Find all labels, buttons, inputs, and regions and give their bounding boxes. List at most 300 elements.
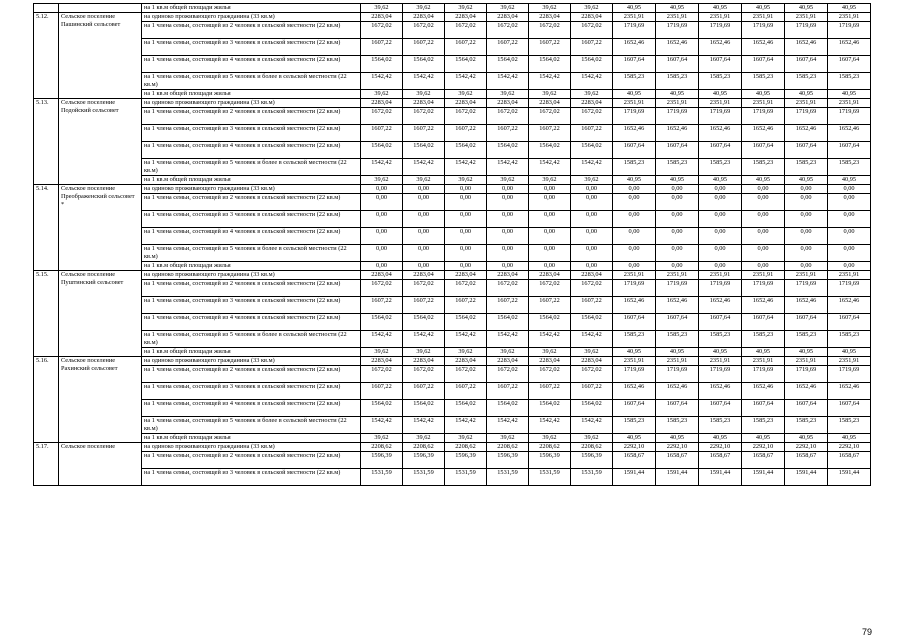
value-cell: 39,62 xyxy=(571,348,613,357)
value-cell: 1607,64 xyxy=(828,56,871,73)
value-cell: 0,00 xyxy=(529,185,571,194)
value-cell: 0,00 xyxy=(699,211,742,228)
settlement-name: Сельское поселение Подойский сельсовет xyxy=(59,99,142,185)
value-cell: 0,00 xyxy=(571,245,613,262)
value-cell: 1607,22 xyxy=(445,297,487,314)
value-cell: 1607,22 xyxy=(445,39,487,56)
norm-description: на одиноко проживающего гражданина (33 кв.м) xyxy=(142,271,361,280)
value-cell: 1607,64 xyxy=(656,400,699,417)
value-cell: 1564,02 xyxy=(529,400,571,417)
value-cell: 0,00 xyxy=(529,194,571,211)
value-cell: 2283,04 xyxy=(403,99,445,108)
value-cell: 1719,69 xyxy=(828,108,871,125)
value-cell: 2351,91 xyxy=(656,13,699,22)
value-cell: 1652,46 xyxy=(742,297,785,314)
value-cell: 1607,22 xyxy=(403,297,445,314)
value-cell: 1564,02 xyxy=(529,56,571,73)
value-cell: 2351,91 xyxy=(613,13,656,22)
value-cell: 0,00 xyxy=(785,194,828,211)
value-cell: 1652,46 xyxy=(785,297,828,314)
value-cell: 1672,02 xyxy=(487,280,529,297)
value-cell: 39,62 xyxy=(445,176,487,185)
value-cell: 0,00 xyxy=(742,228,785,245)
value-cell: 0,00 xyxy=(403,211,445,228)
value-cell: 2351,91 xyxy=(656,99,699,108)
value-cell: 2283,04 xyxy=(445,99,487,108)
value-cell: 0,00 xyxy=(487,211,529,228)
value-cell: 40,95 xyxy=(828,4,871,13)
value-cell: 1719,69 xyxy=(785,280,828,297)
value-cell: 1672,02 xyxy=(403,108,445,125)
table-row xyxy=(34,366,871,383)
value-cell: 0,00 xyxy=(656,228,699,245)
value-cell: 0,00 xyxy=(742,194,785,211)
value-cell: 2283,04 xyxy=(571,13,613,22)
value-cell: 1607,22 xyxy=(487,383,529,400)
norm-description: на 1 члена семьи, состоящей из 5 человек и более в сельской местности (22 кв.м) xyxy=(142,245,361,262)
value-cell: 1672,02 xyxy=(529,280,571,297)
value-cell: 1719,69 xyxy=(656,280,699,297)
value-cell: 2283,04 xyxy=(571,99,613,108)
norm-description: на 1 члена семьи, состоящей из 3 человек в сельской местности (22 кв.м) xyxy=(142,469,361,486)
value-cell: 1672,02 xyxy=(403,280,445,297)
value-cell: 1585,23 xyxy=(785,73,828,90)
value-cell: 1542,42 xyxy=(571,417,613,434)
value-cell: 0,00 xyxy=(742,211,785,228)
value-cell: 2351,91 xyxy=(613,357,656,366)
value-cell: 39,62 xyxy=(487,434,529,443)
value-cell: 0,00 xyxy=(785,228,828,245)
value-cell: 1585,23 xyxy=(656,73,699,90)
value-cell: 1585,23 xyxy=(656,417,699,434)
value-cell: 1607,22 xyxy=(361,297,403,314)
value-cell: 1531,59 xyxy=(361,469,403,486)
value-cell: 1607,64 xyxy=(656,56,699,73)
value-cell: 0,00 xyxy=(571,194,613,211)
value-cell: 1607,22 xyxy=(487,39,529,56)
norm-description: на одиноко проживающего гражданина (33 кв.м) xyxy=(142,443,361,452)
table-row xyxy=(34,125,871,142)
value-cell: 1531,59 xyxy=(445,469,487,486)
value-cell: 1719,69 xyxy=(656,366,699,383)
value-cell: 40,95 xyxy=(742,90,785,99)
value-cell: 1652,46 xyxy=(656,39,699,56)
value-cell: 0,00 xyxy=(361,245,403,262)
value-cell: 1564,02 xyxy=(571,314,613,331)
value-cell: 39,62 xyxy=(571,176,613,185)
value-cell: 1719,69 xyxy=(828,366,871,383)
value-cell: 1672,02 xyxy=(361,108,403,125)
value-cell: 2283,04 xyxy=(445,271,487,280)
value-cell: 0,00 xyxy=(742,262,785,271)
value-cell: 1607,22 xyxy=(361,39,403,56)
value-cell: 1564,02 xyxy=(445,400,487,417)
value-cell: 2283,04 xyxy=(529,13,571,22)
value-cell: 1542,42 xyxy=(445,331,487,348)
value-cell: 40,95 xyxy=(656,348,699,357)
value-cell: 0,00 xyxy=(785,262,828,271)
value-cell: 2283,04 xyxy=(571,271,613,280)
table-row xyxy=(34,434,871,443)
value-cell: 39,62 xyxy=(445,434,487,443)
value-cell: 0,00 xyxy=(445,245,487,262)
value-cell: 1672,02 xyxy=(529,108,571,125)
value-cell: 1585,23 xyxy=(742,417,785,434)
value-cell: 1564,02 xyxy=(571,400,613,417)
value-cell: 1719,69 xyxy=(828,280,871,297)
value-cell: 1542,42 xyxy=(529,331,571,348)
table-row xyxy=(34,108,871,125)
value-cell: 1585,23 xyxy=(828,331,871,348)
value-cell: 1585,23 xyxy=(828,73,871,90)
value-cell: 1658,67 xyxy=(699,452,742,469)
value-cell: 1564,02 xyxy=(403,314,445,331)
value-cell: 1607,64 xyxy=(613,142,656,159)
value-cell: 1542,42 xyxy=(487,73,529,90)
value-cell: 2283,04 xyxy=(361,13,403,22)
value-cell: 1542,42 xyxy=(403,73,445,90)
value-cell: 0,00 xyxy=(361,194,403,211)
value-cell: 2351,91 xyxy=(785,271,828,280)
value-cell: 1564,02 xyxy=(571,142,613,159)
value-cell: 1719,69 xyxy=(613,280,656,297)
value-cell: 0,00 xyxy=(699,185,742,194)
value-cell: 1652,46 xyxy=(613,383,656,400)
value-cell: 1585,23 xyxy=(785,417,828,434)
value-cell: 2283,04 xyxy=(529,99,571,108)
value-cell: 2283,04 xyxy=(487,99,529,108)
value-cell: 1585,23 xyxy=(613,159,656,176)
value-cell: 1658,67 xyxy=(742,452,785,469)
value-cell: 1542,42 xyxy=(445,159,487,176)
value-cell: 1585,23 xyxy=(742,331,785,348)
value-cell: 1672,02 xyxy=(571,108,613,125)
value-cell: 1607,64 xyxy=(785,56,828,73)
value-cell: 1564,02 xyxy=(403,142,445,159)
value-cell: 1719,69 xyxy=(742,366,785,383)
value-cell: 1607,64 xyxy=(613,400,656,417)
value-cell: 0,00 xyxy=(445,185,487,194)
value-cell: 0,00 xyxy=(529,211,571,228)
norm-description: на 1 члена семьи, состоящей из 3 человек в сельской местности (22 кв.м) xyxy=(142,39,361,56)
value-cell: 1607,64 xyxy=(785,142,828,159)
value-cell: 2292,10 xyxy=(699,443,742,452)
norm-description: на 1 члена семьи, состоящей из 4 человек в сельской местности (22 кв.м) xyxy=(142,400,361,417)
value-cell: 1607,64 xyxy=(656,142,699,159)
value-cell: 1672,02 xyxy=(403,366,445,383)
value-cell: 2351,91 xyxy=(785,357,828,366)
table-row xyxy=(34,262,871,271)
value-cell: 39,62 xyxy=(571,90,613,99)
value-cell: 0,00 xyxy=(828,211,871,228)
value-cell: 0,00 xyxy=(445,194,487,211)
value-cell: 1607,64 xyxy=(699,400,742,417)
value-cell: 2208,62 xyxy=(445,443,487,452)
value-cell: 1672,02 xyxy=(361,280,403,297)
value-cell: 2283,04 xyxy=(571,357,613,366)
norm-description: на одиноко проживающего гражданина (33 кв.м) xyxy=(142,185,361,194)
value-cell: 1607,64 xyxy=(613,314,656,331)
value-cell: 1658,67 xyxy=(613,452,656,469)
value-cell: 1607,22 xyxy=(403,39,445,56)
value-cell: 1607,22 xyxy=(571,39,613,56)
value-cell: 1564,02 xyxy=(487,314,529,331)
value-cell: 1607,64 xyxy=(785,400,828,417)
value-cell: 1719,69 xyxy=(699,22,742,39)
row-code xyxy=(34,4,59,13)
value-cell: 40,95 xyxy=(742,348,785,357)
table-row xyxy=(34,159,871,176)
value-cell: 1652,46 xyxy=(656,297,699,314)
value-cell: 1607,22 xyxy=(529,383,571,400)
value-cell: 1542,42 xyxy=(403,417,445,434)
norm-description: на 1 кв.м общей площади жилья xyxy=(142,348,361,357)
value-cell: 1719,69 xyxy=(699,366,742,383)
norm-description: на одиноко проживающего гражданина (33 кв.м) xyxy=(142,13,361,22)
value-cell: 1607,64 xyxy=(828,400,871,417)
value-cell: 1564,02 xyxy=(529,314,571,331)
value-cell: 1596,39 xyxy=(403,452,445,469)
value-cell: 1719,69 xyxy=(613,366,656,383)
value-cell: 40,95 xyxy=(785,434,828,443)
value-cell: 1607,22 xyxy=(529,297,571,314)
table-row xyxy=(34,417,871,434)
value-cell: 1652,46 xyxy=(828,297,871,314)
value-cell: 0,00 xyxy=(445,228,487,245)
value-cell: 1672,02 xyxy=(487,366,529,383)
value-cell: 39,62 xyxy=(445,4,487,13)
value-cell: 1652,46 xyxy=(699,39,742,56)
norm-description: на 1 кв.м общей площади жилья xyxy=(142,4,361,13)
value-cell: 1672,02 xyxy=(445,22,487,39)
value-cell: 1672,02 xyxy=(571,280,613,297)
value-cell: 1564,02 xyxy=(361,56,403,73)
value-cell: 1564,02 xyxy=(403,400,445,417)
settlement-name: Сельское поселение Рахинский сельсовет xyxy=(59,357,142,443)
value-cell: 2208,62 xyxy=(571,443,613,452)
table-row xyxy=(34,443,871,452)
value-cell: 2351,91 xyxy=(656,271,699,280)
value-cell: 1652,46 xyxy=(742,125,785,142)
value-cell: 1607,64 xyxy=(699,142,742,159)
value-cell: 0,00 xyxy=(445,262,487,271)
value-cell: 1672,02 xyxy=(571,22,613,39)
value-cell: 2292,10 xyxy=(613,443,656,452)
value-cell: 40,95 xyxy=(699,434,742,443)
value-cell: 1564,02 xyxy=(487,142,529,159)
settlement-name: Сельское поселение xyxy=(59,443,142,486)
value-cell: 2208,62 xyxy=(361,443,403,452)
value-cell: 1719,69 xyxy=(742,280,785,297)
value-cell: 1585,23 xyxy=(828,159,871,176)
value-cell: 1564,02 xyxy=(445,142,487,159)
value-cell: 1585,23 xyxy=(613,331,656,348)
table-row xyxy=(34,280,871,297)
value-cell: 1658,67 xyxy=(656,452,699,469)
value-cell: 1564,02 xyxy=(445,56,487,73)
page-number: 79 xyxy=(862,627,873,637)
value-cell: 1719,69 xyxy=(785,366,828,383)
table-row xyxy=(34,194,871,211)
value-cell: 1585,23 xyxy=(785,331,828,348)
norm-description: на 1 члена семьи, состоящей из 5 человек и более в сельской местности (22 кв.м) xyxy=(142,331,361,348)
value-cell: 2351,91 xyxy=(828,99,871,108)
value-cell: 1672,02 xyxy=(445,108,487,125)
value-cell: 0,00 xyxy=(742,185,785,194)
value-cell: 39,62 xyxy=(487,348,529,357)
value-cell: 0,00 xyxy=(361,211,403,228)
value-cell: 0,00 xyxy=(445,211,487,228)
table-row xyxy=(34,56,871,73)
value-cell: 1596,39 xyxy=(487,452,529,469)
value-cell: 39,62 xyxy=(529,434,571,443)
value-cell: 2351,91 xyxy=(699,13,742,22)
value-cell: 0,00 xyxy=(613,262,656,271)
value-cell: 1596,39 xyxy=(361,452,403,469)
value-cell: 1542,42 xyxy=(487,331,529,348)
table-row xyxy=(34,176,871,185)
value-cell: 0,00 xyxy=(699,194,742,211)
value-cell: 1607,22 xyxy=(403,125,445,142)
value-cell: 2208,62 xyxy=(403,443,445,452)
value-cell: 40,95 xyxy=(828,348,871,357)
value-cell: 1719,69 xyxy=(656,22,699,39)
value-cell: 39,62 xyxy=(361,348,403,357)
row-code: 5.16. xyxy=(34,357,59,443)
row-code: 5.13. xyxy=(34,99,59,185)
norm-description: на 1 члена семьи, состоящей из 3 человек в сельской местности (22 кв.м) xyxy=(142,297,361,314)
value-cell: 1542,42 xyxy=(571,73,613,90)
value-cell: 0,00 xyxy=(656,245,699,262)
value-cell: 1607,22 xyxy=(361,125,403,142)
value-cell: 1585,23 xyxy=(699,331,742,348)
value-cell: 0,00 xyxy=(613,228,656,245)
value-cell: 2283,04 xyxy=(361,99,403,108)
value-cell: 1652,46 xyxy=(613,125,656,142)
value-cell: 39,62 xyxy=(403,4,445,13)
value-cell: 1564,02 xyxy=(445,314,487,331)
value-cell: 39,62 xyxy=(529,90,571,99)
value-cell: 1672,02 xyxy=(571,366,613,383)
value-cell: 1652,46 xyxy=(699,125,742,142)
value-cell: 1672,02 xyxy=(487,108,529,125)
value-cell: 39,62 xyxy=(361,4,403,13)
norm-description: на 1 кв.м общей площади жилья xyxy=(142,262,361,271)
norm-description: на 1 члена семьи, состоящей из 4 человек в сельской местности (22 кв.м) xyxy=(142,56,361,73)
table-row xyxy=(34,297,871,314)
value-cell: 1658,67 xyxy=(785,452,828,469)
value-cell: 1542,42 xyxy=(487,159,529,176)
table-row xyxy=(34,13,871,22)
value-cell: 0,00 xyxy=(361,228,403,245)
value-cell: 0,00 xyxy=(403,228,445,245)
value-cell: 1585,23 xyxy=(656,331,699,348)
value-cell: 0,00 xyxy=(571,228,613,245)
value-cell: 1591,44 xyxy=(742,469,785,486)
value-cell: 40,95 xyxy=(828,90,871,99)
value-cell: 1585,23 xyxy=(613,417,656,434)
value-cell: 1652,46 xyxy=(742,39,785,56)
value-cell: 1607,22 xyxy=(445,383,487,400)
norm-description: на 1 члена семьи, состоящей из 2 человек в сельской местности (22 кв.м) xyxy=(142,280,361,297)
value-cell: 1542,42 xyxy=(571,159,613,176)
value-cell: 0,00 xyxy=(613,211,656,228)
value-cell: 1564,02 xyxy=(361,400,403,417)
table-row xyxy=(34,348,871,357)
value-cell: 1652,46 xyxy=(828,383,871,400)
value-cell: 40,95 xyxy=(742,434,785,443)
value-cell: 0,00 xyxy=(785,185,828,194)
table-row xyxy=(34,90,871,99)
value-cell: 1564,02 xyxy=(571,56,613,73)
value-cell: 1607,64 xyxy=(828,142,871,159)
value-cell: 0,00 xyxy=(403,262,445,271)
value-cell: 39,62 xyxy=(529,176,571,185)
value-cell: 40,95 xyxy=(785,4,828,13)
value-cell: 0,00 xyxy=(828,228,871,245)
value-cell: 1564,02 xyxy=(403,56,445,73)
value-cell: 2351,91 xyxy=(828,13,871,22)
value-cell: 39,62 xyxy=(445,348,487,357)
value-cell: 40,95 xyxy=(656,176,699,185)
value-cell: 40,95 xyxy=(613,4,656,13)
value-cell: 40,95 xyxy=(656,434,699,443)
value-cell: 1542,42 xyxy=(445,73,487,90)
value-cell: 1531,59 xyxy=(487,469,529,486)
value-cell: 1607,22 xyxy=(361,383,403,400)
norm-description: на 1 члена семьи, состоящей из 2 человек в сельской местности (22 кв.м) xyxy=(142,194,361,211)
value-cell: 1652,46 xyxy=(656,125,699,142)
value-cell: 1607,22 xyxy=(445,125,487,142)
value-cell: 39,62 xyxy=(403,348,445,357)
norm-description: на 1 члена семьи, состоящей из 3 человек в сельской местности (22 кв.м) xyxy=(142,383,361,400)
value-cell: 1591,44 xyxy=(699,469,742,486)
value-cell: 1596,39 xyxy=(445,452,487,469)
value-cell: 2283,04 xyxy=(487,271,529,280)
value-cell: 0,00 xyxy=(487,245,529,262)
value-cell: 2283,04 xyxy=(403,357,445,366)
value-cell: 0,00 xyxy=(529,245,571,262)
table-body xyxy=(34,4,871,486)
table-row xyxy=(34,99,871,108)
value-cell: 2351,91 xyxy=(613,271,656,280)
value-cell: 2283,04 xyxy=(487,357,529,366)
value-cell: 0,00 xyxy=(613,245,656,262)
value-cell: 39,62 xyxy=(571,4,613,13)
value-cell: 1719,69 xyxy=(656,108,699,125)
value-cell: 40,95 xyxy=(699,348,742,357)
value-cell: 1585,23 xyxy=(742,159,785,176)
value-cell: 2292,10 xyxy=(742,443,785,452)
value-cell: 1591,44 xyxy=(613,469,656,486)
value-cell: 0,00 xyxy=(361,262,403,271)
value-cell: 1652,46 xyxy=(785,39,828,56)
value-cell: 0,00 xyxy=(403,194,445,211)
value-cell: 2283,04 xyxy=(361,357,403,366)
value-cell: 2283,04 xyxy=(529,271,571,280)
value-cell: 1652,46 xyxy=(613,39,656,56)
value-cell: 0,00 xyxy=(699,228,742,245)
value-cell: 40,95 xyxy=(613,90,656,99)
value-cell: 40,95 xyxy=(613,176,656,185)
value-cell: 1591,44 xyxy=(828,469,871,486)
table-row xyxy=(34,271,871,280)
value-cell: 1542,42 xyxy=(361,331,403,348)
value-cell: 2351,91 xyxy=(828,271,871,280)
value-cell: 2283,04 xyxy=(487,13,529,22)
value-cell: 1542,42 xyxy=(571,331,613,348)
value-cell: 1652,46 xyxy=(613,297,656,314)
